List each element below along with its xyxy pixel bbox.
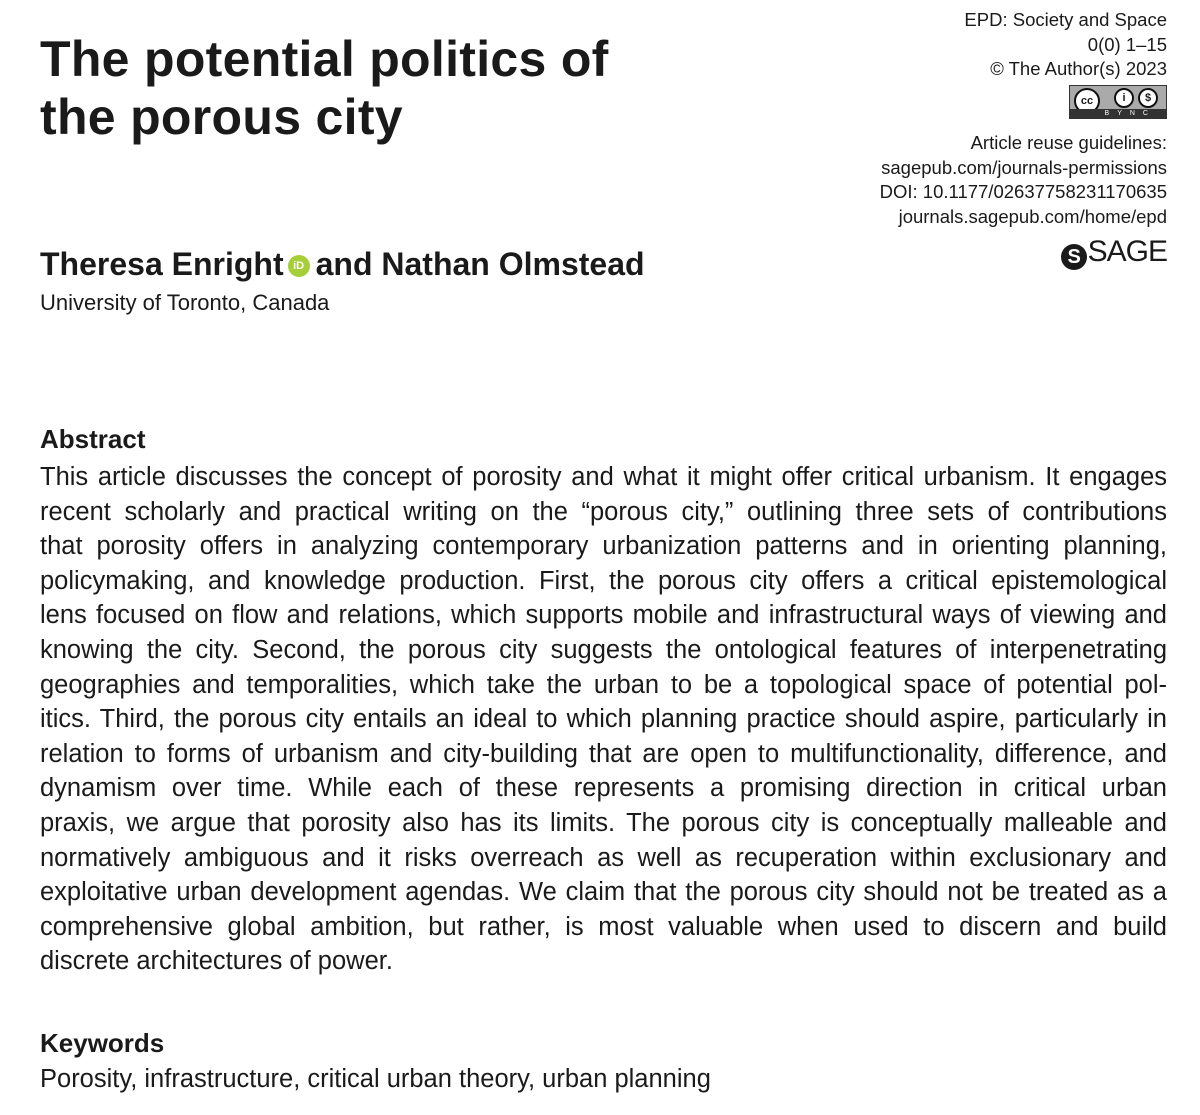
journal-meta [880, 8, 1167, 270]
noncommercial-icon: $ [1138, 88, 1158, 108]
cc-by-nc-license-icon[interactable] [1069, 85, 1167, 119]
cc-icon: cc [1074, 88, 1100, 114]
keywords-heading: Keywords [40, 1028, 165, 1058]
abstract-heading: Abstract [40, 424, 146, 454]
keywords-list: Porosity, infrastructure, critical urban theory, urban planning [40, 1065, 711, 1093]
article-title [40, 30, 609, 146]
abstract-line: comprehensive global ambition, but rather, is most valuable when used to discern and build [40, 912, 1167, 941]
abstract-line: recent scholarly and practical writing on the “porous city,” outlining three sets of contributions [40, 497, 1167, 526]
title-line: The potential politics of [40, 31, 609, 87]
reuse-label: Article reuse guidelines: [970, 132, 1167, 153]
abstract-line: relation to forms of urbanism and city-building that are open to multifunctionality, difference, and [40, 739, 1167, 768]
page-range: 0(0) 1–15 [1087, 33, 1167, 55]
abstract-line: dynamism over time. While each of these represents a promising direction in critical urban [40, 774, 1167, 803]
abstract-line: exploitative urban development agendas. We claim that the porous city should not be treated as a [40, 878, 1167, 907]
title-line: the porous city [40, 89, 403, 145]
attribution-icon: i [1114, 88, 1134, 108]
orcid-icon[interactable]: iD [288, 255, 310, 277]
abstract-line: geographies and temporalities, which take the urban to be a topological space of potential pol- [40, 670, 1167, 699]
doi-link[interactable]: DOI: 10.1177/02637758231170635 [879, 181, 1167, 202]
journal-name: EPD: Society and Space [964, 9, 1167, 30]
author-name: and Nathan Olmstead [315, 246, 645, 282]
sage-wordmark: SAGE [1087, 235, 1167, 268]
by-label: BY [1104, 109, 1130, 117]
author-name: Theresa Enright [40, 246, 284, 282]
authors [40, 246, 645, 283]
abstract-line: knowing the city. Second, the porous city suggests the ontological features of interpenetrating [40, 635, 1167, 664]
abstract-line: discrete architectures of power. [40, 947, 393, 976]
abstract-line: itics. Third, the porous city entails an ideal to which planning practice should aspire, particularly in [40, 705, 1167, 734]
abstract-line: normatively ambiguous and it risks overreach as well as recuperation within exclusionary and [40, 843, 1167, 872]
sage-s-icon: S [1061, 244, 1087, 270]
abstract-line: praxis, we argue that porosity also has its limits. The porous city is conceptually malleable and [40, 808, 1167, 837]
abstract-line: lens focused on flow and relations, which supports mobile and infrastructural ways of viewing and [40, 601, 1167, 630]
affiliation: University of Toronto, Canada [40, 290, 330, 315]
abstract-body [40, 460, 1167, 979]
abstract-line: This article discusses the concept of porosity and what it might offer critical urbanism. It engages [40, 463, 1167, 491]
copyright: © The Author(s) 2023 [990, 58, 1167, 79]
sage-logo [880, 235, 1167, 270]
license-bar [1070, 109, 1166, 118]
abstract-line: policymaking, and knowledge production. First, the porous city offers a critical epistemological [40, 566, 1167, 595]
abstract-line: that porosity offers in analyzing contemporary urbanization patterns and in orienting planning, [40, 532, 1167, 561]
permissions-link[interactable]: sagepub.com/journals-permissions [881, 156, 1167, 178]
nc-label: NC [1129, 109, 1156, 117]
journal-home-link[interactable]: journals.sagepub.com/home/epd [898, 205, 1167, 227]
